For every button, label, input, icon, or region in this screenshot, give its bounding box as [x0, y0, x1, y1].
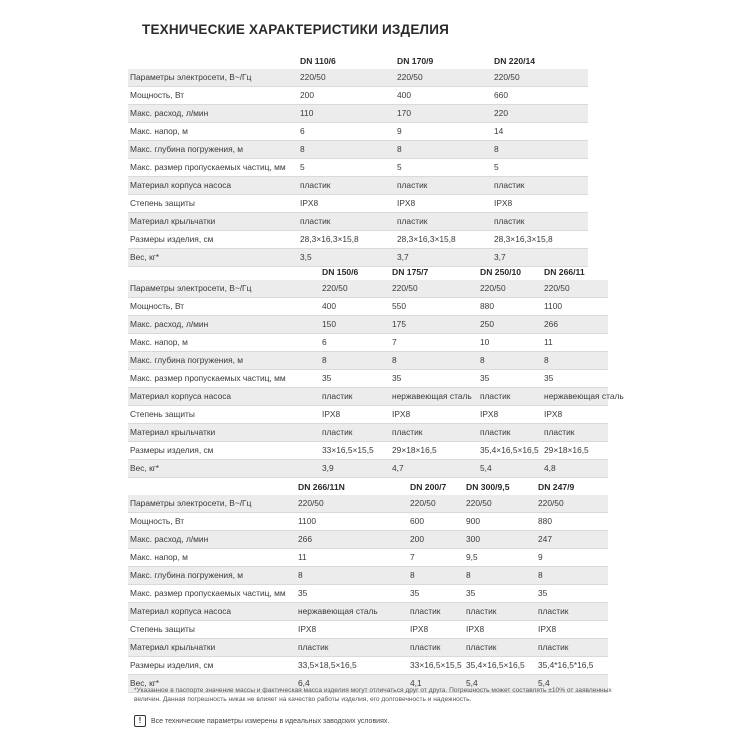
row-value: пластик	[492, 213, 588, 231]
footnote: *Указанное в паспорте значение массы и фактическая масса изделия могут отличаться друг от друга. Погрешность может составлять ±10% от заявленных величин. Данная погрешность никак не влияет на качество работы изделия, его долговечность и надежность.	[134, 687, 612, 703]
model-header: DN 247/9	[538, 482, 575, 492]
row-value: пластик	[320, 388, 390, 406]
table-row	[128, 513, 608, 531]
row-value: 5	[492, 159, 588, 177]
row-value: пластик	[536, 639, 608, 657]
row-value: 28,3×16,3×15,8	[298, 231, 395, 249]
row-label: Размеры изделия, см	[128, 657, 296, 675]
table-row	[128, 406, 608, 424]
table-row	[128, 388, 608, 406]
spec-table-header	[128, 265, 608, 280]
row-label: Материал крыльчатки	[128, 639, 296, 657]
row-value: IPX8	[408, 621, 464, 639]
row-label: Макс. размер пропускаемых частиц, мм	[128, 585, 296, 603]
row-value: 29×18×16,5	[390, 442, 478, 460]
row-value: IPX8	[298, 195, 395, 213]
row-label: Параметры электросети, В~/Гц	[128, 69, 298, 87]
row-value: 900	[464, 513, 536, 531]
row-label: Материал крыльчатки	[128, 424, 320, 442]
row-value: 5	[298, 159, 395, 177]
table-row	[128, 316, 608, 334]
row-value: 880	[536, 513, 608, 531]
row-value: 8	[536, 567, 608, 585]
table-row	[128, 639, 608, 657]
row-value: 220/50	[320, 280, 390, 298]
row-value: 14	[492, 123, 588, 141]
row-label: Размеры изделия, см	[128, 442, 320, 460]
row-value: IPX8	[478, 406, 542, 424]
row-value: 35	[390, 370, 478, 388]
row-value: 220/50	[395, 69, 492, 87]
row-value: пластик	[408, 639, 464, 657]
table-row	[128, 657, 608, 675]
spec-table-1	[128, 54, 588, 267]
note-row	[134, 715, 389, 727]
table-row	[128, 603, 608, 621]
table-row	[128, 105, 588, 123]
row-value: пластик	[492, 177, 588, 195]
row-label: Материал корпуса насоса	[128, 603, 296, 621]
row-value: пластик	[320, 424, 390, 442]
row-value: 9	[536, 549, 608, 567]
row-value: 220/50	[408, 495, 464, 513]
row-value: 35	[408, 585, 464, 603]
row-value: 5,4	[536, 675, 608, 693]
table-row	[128, 87, 588, 105]
row-label: Материал корпуса насоса	[128, 177, 298, 195]
spec-table-header	[128, 480, 608, 495]
row-value: 35,4*16,5*16,5	[536, 657, 608, 675]
row-value: 220/50	[464, 495, 536, 513]
row-value: 8	[464, 567, 536, 585]
row-value: пластик	[478, 424, 542, 442]
table-row	[128, 195, 588, 213]
header-blank	[128, 265, 320, 280]
row-label: Макс. размер пропускаемых частиц, мм	[128, 370, 320, 388]
row-value: 8	[408, 567, 464, 585]
row-label: Степень защиты	[128, 195, 298, 213]
row-value: пластик	[298, 213, 395, 231]
row-value: 247	[536, 531, 608, 549]
row-value: пластик	[464, 603, 536, 621]
table-row	[128, 531, 608, 549]
row-value: 550	[390, 298, 478, 316]
row-value: 35	[320, 370, 390, 388]
row-label: Вес, кг*	[128, 675, 296, 693]
table-row	[128, 213, 588, 231]
row-value: IPX8	[395, 195, 492, 213]
row-value: 35	[536, 585, 608, 603]
row-value: 8	[478, 352, 542, 370]
row-value: IPX8	[542, 406, 608, 424]
note-text: Все технические параметры измерены в идеальных заводских условиях.	[151, 717, 390, 725]
row-value: 29×18×16,5	[542, 442, 608, 460]
row-label: Мощность, Вт	[128, 298, 320, 316]
row-value: 3,7	[395, 249, 492, 267]
row-value: 28,3×16,3×15,8	[395, 231, 492, 249]
row-value: IPX8	[464, 621, 536, 639]
table-row	[128, 352, 608, 370]
table-row	[128, 280, 608, 298]
row-value: 35,4×16,5×16,5	[478, 442, 542, 460]
row-value: пластик	[536, 603, 608, 621]
row-value: 220/50	[542, 280, 608, 298]
spec-table-3	[128, 480, 608, 693]
row-value: 1100	[542, 298, 608, 316]
model-header: DN 250/10	[480, 267, 522, 277]
row-label: Макс. напор, м	[128, 123, 298, 141]
row-value: 266	[542, 316, 608, 334]
row-value: 400	[320, 298, 390, 316]
row-value: 110	[298, 105, 395, 123]
row-value: 6,4	[296, 675, 408, 693]
row-value: 6	[298, 123, 395, 141]
model-header: DN 150/6	[322, 267, 359, 277]
row-value: 660	[492, 87, 588, 105]
row-label: Параметры электросети, В~/Гц	[128, 280, 320, 298]
table-row	[128, 495, 608, 513]
table-row	[128, 370, 608, 388]
row-value: 175	[390, 316, 478, 334]
row-label: Макс. расход, л/мин	[128, 531, 296, 549]
table-row	[128, 249, 588, 267]
page-title: ТЕХНИЧЕСКИЕ ХАРАКТЕРИСТИКИ ИЗДЕЛИЯ	[142, 22, 450, 37]
row-value: 4,7	[390, 460, 478, 478]
row-value: 8	[296, 567, 408, 585]
row-value: 8	[320, 352, 390, 370]
row-value: 11	[296, 549, 408, 567]
row-value: пластик	[464, 639, 536, 657]
row-value: 220/50	[298, 69, 395, 87]
row-value: пластик	[296, 639, 408, 657]
header-blank	[128, 54, 298, 69]
row-value: 170	[395, 105, 492, 123]
row-value: IPX8	[492, 195, 588, 213]
row-value: нержавеющая сталь	[390, 388, 478, 406]
spec-table-2	[128, 265, 624, 478]
row-value: 9	[395, 123, 492, 141]
row-value: нержавеющая сталь	[542, 388, 608, 406]
row-label: Макс. глубина погружения, м	[128, 352, 320, 370]
row-value: 1100	[296, 513, 408, 531]
table-row	[128, 621, 608, 639]
table-row	[128, 159, 588, 177]
row-value: 35,4×16,5×16,5	[464, 657, 536, 675]
row-value: 150	[320, 316, 390, 334]
model-header: DN 110/6	[300, 56, 336, 66]
model-header: DN 266/11	[544, 267, 585, 277]
row-value: пластик	[478, 388, 542, 406]
row-value: 35	[464, 585, 536, 603]
row-value: 9,5	[464, 549, 536, 567]
row-value: 7	[390, 334, 478, 352]
row-value: пластик	[395, 213, 492, 231]
row-label: Вес, кг*	[128, 249, 298, 267]
row-value: 266	[296, 531, 408, 549]
table-row	[128, 69, 588, 87]
row-value: 3,9	[320, 460, 390, 478]
row-value: IPX8	[536, 621, 608, 639]
row-value: 8	[395, 141, 492, 159]
row-value: 10	[478, 334, 542, 352]
row-value: 880	[478, 298, 542, 316]
row-value: 220/50	[536, 495, 608, 513]
row-value: 5	[395, 159, 492, 177]
table-row	[128, 567, 608, 585]
row-label: Параметры электросети, В~/Гц	[128, 495, 296, 513]
row-value: 5,4	[464, 675, 536, 693]
row-label: Степень защиты	[128, 621, 296, 639]
table-row	[128, 334, 608, 352]
row-value: 400	[395, 87, 492, 105]
row-value: 33,5×18,5×16,5	[296, 657, 408, 675]
model-header: DN 266/11N	[298, 482, 345, 492]
row-value: 33×16,5×15,5	[408, 657, 464, 675]
row-label: Макс. глубина погружения, м	[128, 567, 296, 585]
row-label: Макс. напор, м	[128, 334, 320, 352]
row-label: Макс. расход, л/мин	[128, 105, 298, 123]
table-row	[128, 177, 588, 195]
table-row	[128, 231, 588, 249]
row-value: 8	[542, 352, 608, 370]
model-header: DN 220/14	[494, 56, 536, 66]
row-value: 8	[390, 352, 478, 370]
table-row	[128, 585, 608, 603]
row-label: Материал крыльчатки	[128, 213, 298, 231]
model-header: DN 200/7	[410, 482, 447, 492]
row-value: 35	[296, 585, 408, 603]
row-label: Макс. расход, л/мин	[128, 316, 320, 334]
row-value: 220/50	[492, 69, 588, 87]
row-label: Макс. напор, м	[128, 549, 296, 567]
row-value: 35	[478, 370, 542, 388]
row-label: Вес, кг*	[128, 460, 320, 478]
warning-icon: !	[134, 715, 146, 727]
row-value: 4,1	[408, 675, 464, 693]
table-row	[128, 298, 608, 316]
table-row	[128, 549, 608, 567]
row-label: Мощность, Вт	[128, 87, 298, 105]
row-value: пластик	[542, 424, 608, 442]
table-row	[128, 460, 608, 478]
table-row	[128, 123, 588, 141]
row-label: Мощность, Вт	[128, 513, 296, 531]
row-value: пластик	[390, 424, 478, 442]
row-value: 600	[408, 513, 464, 531]
model-header: DN 300/9,5	[466, 482, 510, 492]
row-value: 7	[408, 549, 464, 567]
row-value: 5,4	[478, 460, 542, 478]
row-label: Макс. размер пропускаемых частиц, мм	[128, 159, 298, 177]
row-value: 3,5	[298, 249, 395, 267]
row-value: пластик	[298, 177, 395, 195]
row-value: 6	[320, 334, 390, 352]
row-value: 200	[298, 87, 395, 105]
row-value: IPX8	[320, 406, 390, 424]
row-value: 35	[542, 370, 608, 388]
row-value: 250	[478, 316, 542, 334]
row-value: пластик	[395, 177, 492, 195]
row-value: нержавеющая сталь	[296, 603, 408, 621]
row-value: 8	[492, 141, 588, 159]
row-value: 300	[464, 531, 536, 549]
row-label: Степень защиты	[128, 406, 320, 424]
table-row	[128, 424, 608, 442]
row-value: 11	[542, 334, 608, 352]
row-value: IPX8	[296, 621, 408, 639]
model-header: DN 170/9	[397, 56, 434, 66]
row-label: Макс. глубина погружения, м	[128, 141, 298, 159]
table-row	[128, 141, 588, 159]
row-value: 8	[298, 141, 395, 159]
row-value: 3,7	[492, 249, 588, 267]
row-value: 220/50	[296, 495, 408, 513]
row-value: 220	[492, 105, 588, 123]
row-value: IPX8	[390, 406, 478, 424]
model-header: DN 175/7	[392, 267, 429, 277]
row-value: 28,3×16,3×15,8	[492, 231, 588, 249]
table-row	[128, 442, 608, 460]
row-label: Материал корпуса насоса	[128, 388, 320, 406]
header-blank	[128, 480, 296, 495]
row-value: 200	[408, 531, 464, 549]
row-value: пластик	[408, 603, 464, 621]
row-value: 33×16,5×15,5	[320, 442, 390, 460]
spec-table-header	[128, 54, 588, 69]
row-value: 220/50	[390, 280, 478, 298]
row-label: Размеры изделия, см	[128, 231, 298, 249]
row-value: 4,8	[542, 460, 608, 478]
row-value: 220/50	[478, 280, 542, 298]
